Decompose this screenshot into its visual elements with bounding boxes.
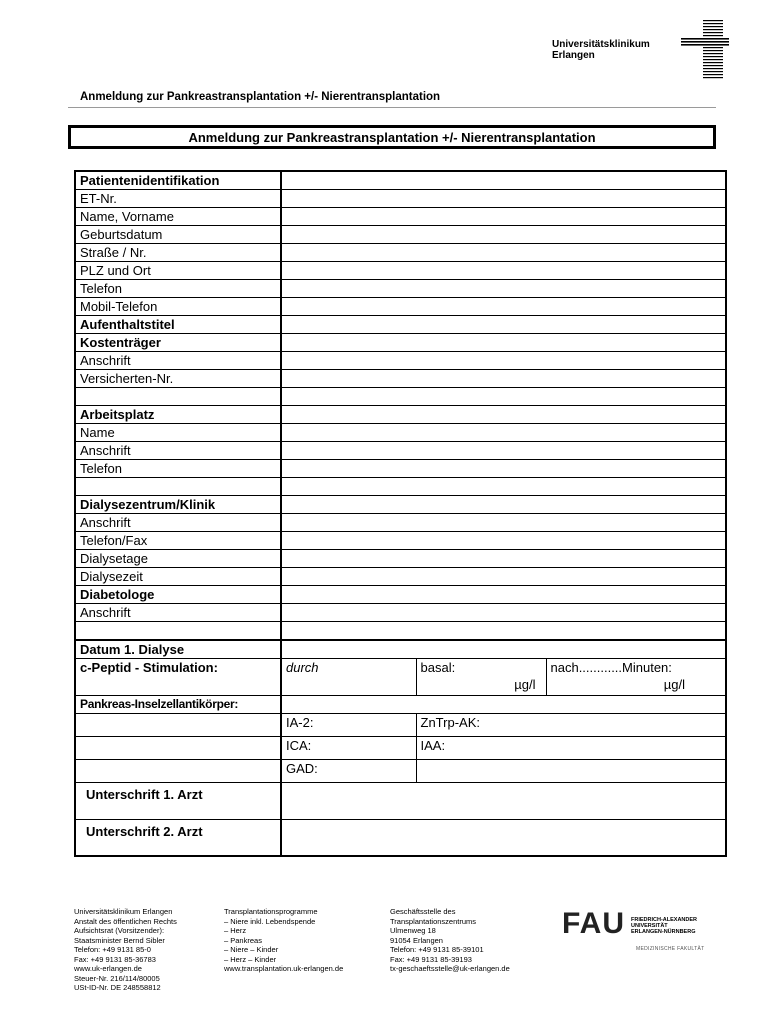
footer-line: Steuer-Nr. 216/114/80005 [74,973,160,983]
field-gad[interactable] [281,759,416,782]
c-peptid-nach-label: nach............Minuten: [550,659,672,675]
footer-line: Anstalt des öffentlichen Rechts [74,916,177,926]
field-c-peptid-durch[interactable] [281,658,416,695]
footer-line: Telefon: +49 9131 85-39101 [390,945,484,954]
spacer-field [281,622,726,640]
field-datum-erste-dialyse[interactable] [281,640,726,659]
c-peptid-basal-label: basal: [420,659,456,675]
label-aufenthaltstitel: Aufenthaltstitel [75,316,281,334]
field-et-nr[interactable] [281,190,726,208]
logo-line-2: Erlangen [552,50,595,61]
footer-line: Aufsichtsrat (Vorsitzender): [74,926,165,935]
spacer-row [75,478,281,496]
label-dialysezentrum-anschrift: Anschrift [75,514,281,532]
section-kostentraeger: Kostenträger [75,334,281,352]
field-plz-ort[interactable] [281,262,726,280]
footer-line: Fax: +49 9131 85-36783 [74,954,156,964]
footer-line: 91054 Erlangen [390,935,443,945]
label-c-peptid: c-Peptid - Stimulation: [75,658,281,695]
header-title: Anmeldung zur Pankreastransplantation +/- Nierentransplantation [80,91,441,103]
label-et-nr: ET-Nr. [75,190,281,208]
label-plz-ort: PLZ und Ort [75,262,281,280]
footer-line: Fax: +49 9131 85-39193 [390,954,472,964]
fau-line: ERLANGEN-NÜRNBERG [631,929,696,935]
field-strasse[interactable] [281,244,726,262]
footer-line: Universitätsklinikum Erlangen [74,907,173,916]
field-telefon[interactable] [281,280,726,298]
section-arbeitsplatz: Arbeitsplatz [75,406,281,424]
field-arbeitsplatz-name[interactable] [281,424,726,442]
field-unterschrift-2[interactable] [281,819,726,856]
field-gad-empty[interactable] [416,759,726,782]
spacer-row [75,622,281,640]
c-peptid-durch-label: durch [286,659,319,675]
field-versicherten-nr[interactable] [281,370,726,388]
c-peptid-basal-unit: µg/l [514,676,536,692]
field-arbeitsplatz-telefon[interactable] [281,460,726,478]
ia2-label: IA-2: [286,714,314,730]
form-title: Anmeldung zur Pankreastransplantation +/- Nierentransplantation [68,125,716,149]
ica-label: ICA: [286,737,312,753]
field-diabetologe[interactable] [281,586,726,604]
label-mobil-telefon: Mobil-Telefon [75,298,281,316]
fau-university-name [631,917,697,935]
label-dialysezentrum-telefon-fax: Telefon/Fax [75,532,281,550]
label-arbeitsplatz-telefon: Telefon [75,460,281,478]
fau-logo [562,907,697,940]
section-diabetologe: Diabetologe [75,586,281,604]
field-arbeitsplatz[interactable] [281,406,726,424]
field-mobil-telefon[interactable] [281,298,726,316]
label-arbeitsplatz-anschrift: Anschrift [75,442,281,460]
iaa-label: IAA: [420,737,446,753]
field-dialysezentrum-anschrift[interactable] [281,514,726,532]
label-pankreas-antikoerper: Pankreas-Inselzellantikörper: [75,695,281,713]
spacer-field [281,388,726,406]
hospital-logo-text [552,39,650,61]
footer-line: Staatsminister Bernd Sibler [74,935,165,945]
field-patientenidentifikation[interactable] [281,171,726,190]
footer-line: USt-ID-Nr. DE 248558812 [74,983,161,992]
label-versicherten-nr: Versicherten-Nr. [75,370,281,388]
footer-line: Ulmenweg 18 [390,926,436,935]
spacer-cell [75,736,281,759]
footer-col-hospital [74,907,177,993]
registration-form-table [74,170,727,857]
field-ica[interactable] [281,736,416,759]
field-pankreas-antikoerper[interactable] [281,695,726,713]
c-peptid-nach-unit: µg/l [663,676,685,692]
footer-line: – Niere inkl. Lebendspende [224,916,316,926]
fau-line: FRIEDRICH-ALEXANDER [631,917,697,923]
spacer-field [281,478,726,496]
label-kostentraeger-anschrift: Anschrift [75,352,281,370]
header-divider [68,107,716,108]
hospital-logo-icon [681,20,729,80]
label-datum-erste-dialyse: Datum 1. Dialyse [75,640,281,659]
field-dialysezeit[interactable] [281,568,726,586]
zntrp-label: ZnTrp-AK: [420,714,480,730]
field-c-peptid-nach[interactable] [546,658,726,695]
field-geburtsdatum[interactable] [281,226,726,244]
field-kostentraeger[interactable] [281,334,726,352]
footer-line: Transplantationsprogramme [224,907,318,916]
field-name-vorname[interactable] [281,208,726,226]
footer-col-programs [224,907,343,974]
footer-line: Geschäftsstelle des [390,907,456,916]
label-unterschrift-1: Unterschrift 1. Arzt [75,782,281,819]
field-dialysezentrum-telefon-fax[interactable] [281,532,726,550]
fau-line: UNIVERSITÄT [631,923,668,929]
label-diabetologe-anschrift: Anschrift [75,604,281,622]
section-patientenidentifikation: Patientenidentifikation [75,171,281,190]
field-iaa[interactable] [416,736,726,759]
footer-line: – Herz – Kinder [224,954,277,964]
label-dialysetage: Dialysetage [75,550,281,568]
label-name-vorname: Name, Vorname [75,208,281,226]
field-dialysetage[interactable] [281,550,726,568]
fau-faculty: MEDIZINISCHE FAKULTÄT [636,946,705,952]
section-dialysezentrum: Dialysezentrum/Klinik [75,496,281,514]
label-dialysezeit: Dialysezeit [75,568,281,586]
gad-label: GAD: [286,760,318,776]
field-arbeitsplatz-anschrift[interactable] [281,442,726,460]
field-ia2[interactable] [281,713,416,736]
footer-email-link[interactable]: tx-geschaeftsstelle@uk-erlangen.de [390,964,510,973]
footer-line: Transplantationszentrums [390,916,477,926]
field-kostentraeger-anschrift[interactable] [281,352,726,370]
label-arbeitsplatz-name: Name [75,424,281,442]
label-telefon: Telefon [75,280,281,298]
fau-wordmark: FAU [562,907,625,940]
field-c-peptid-basal[interactable] [416,658,546,695]
spacer-cell [75,759,281,782]
footer-col-office [390,907,510,974]
footer-link[interactable]: www.transplantation.uk-erlangen.de [224,964,344,973]
label-unterschrift-2: Unterschrift 2. Arzt [75,819,281,856]
field-aufenthaltstitel[interactable] [281,316,726,334]
label-geburtsdatum: Geburtsdatum [75,226,281,244]
footer-line: – Herz [224,926,247,935]
footer-link[interactable]: www.uk-erlangen.de [74,964,142,973]
footer-line: – Niere – Kinder [224,945,279,954]
field-unterschrift-1[interactable] [281,782,726,819]
label-strasse: Straße / Nr. [75,244,281,262]
spacer-row [75,388,281,406]
spacer-cell [75,713,281,736]
logo-line-1: Universitätsklinikum [552,39,650,50]
field-zntrp[interactable] [416,713,726,736]
footer-line: – Pankreas [224,935,262,945]
footer-line: Telefon: +49 9131 85-0 [74,945,151,954]
field-dialysezentrum[interactable] [281,496,726,514]
field-diabetologe-anschrift[interactable] [281,604,726,622]
